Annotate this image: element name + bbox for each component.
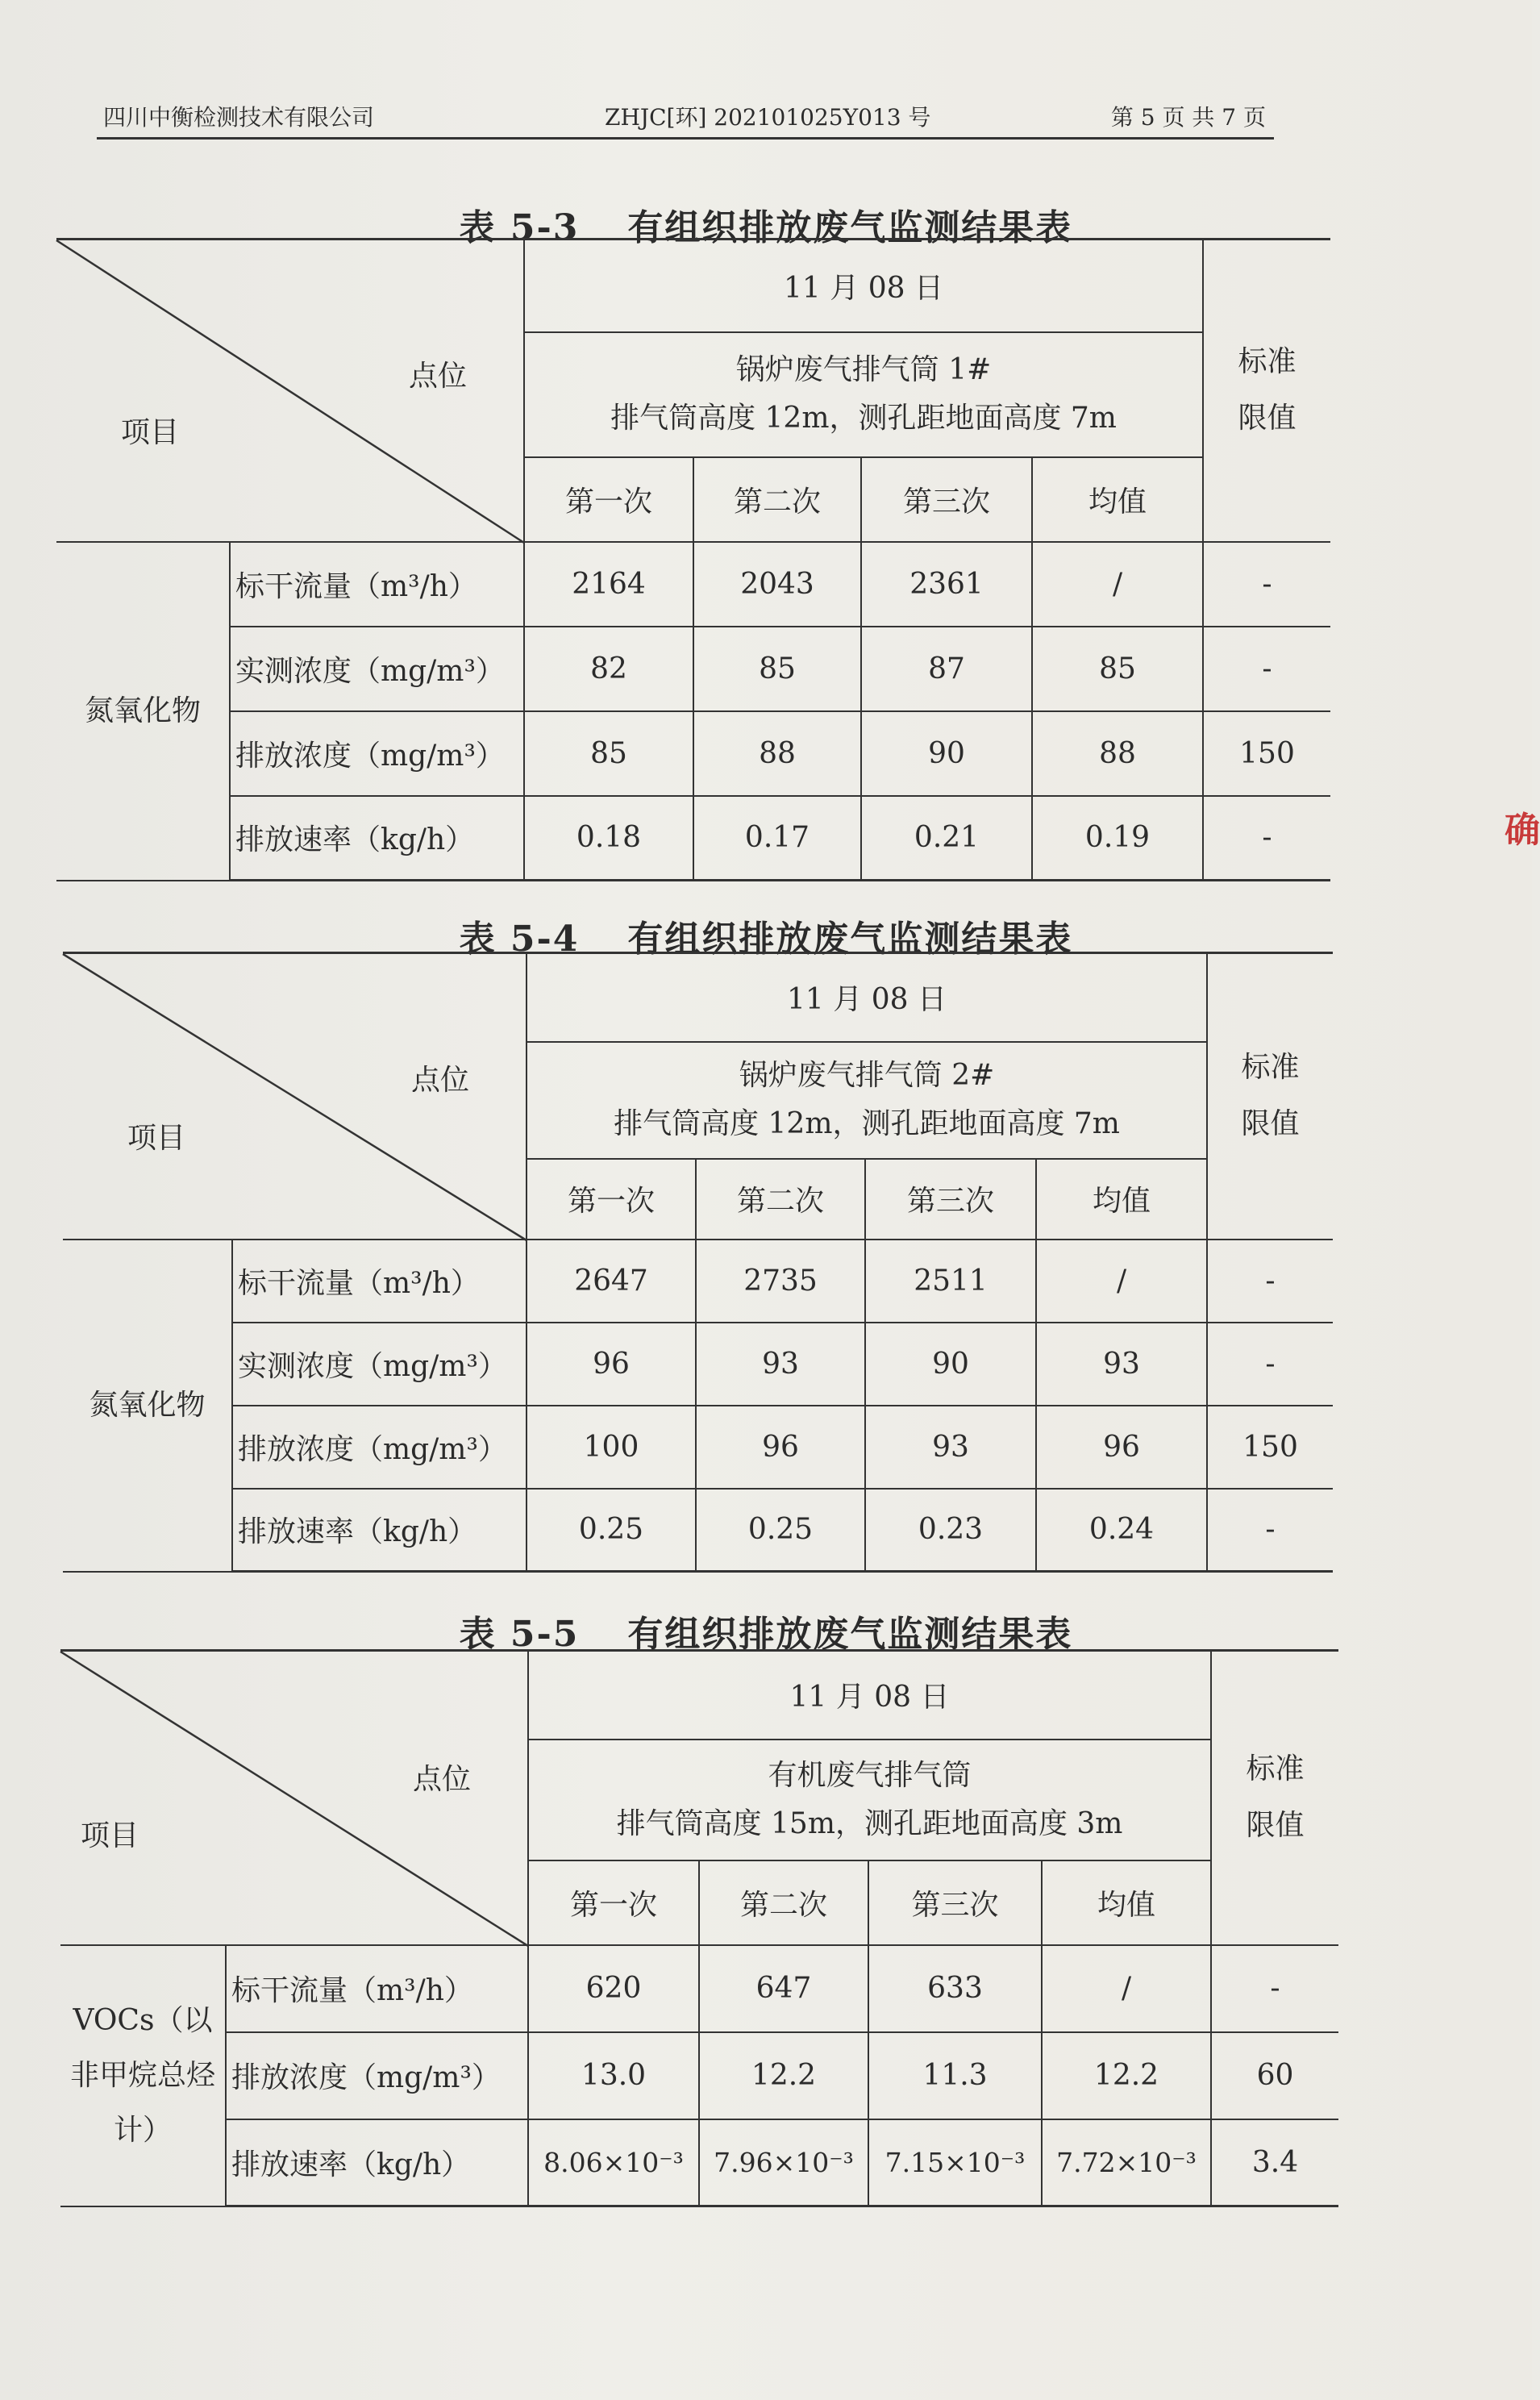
value-cell: 2511 <box>865 1240 1036 1323</box>
value-cell: 7.15×10⁻³ <box>868 2119 1042 2206</box>
metric-label: 排放浓度（mg/m³） <box>226 2032 528 2119</box>
run-3-header: 第三次 <box>865 1159 1036 1240</box>
pollutant-category: VOCs（以非甲烷总烃计） <box>60 1945 226 2206</box>
standard-limit-cell: - <box>1203 542 1330 627</box>
value-cell: 0.21 <box>861 796 1032 881</box>
value-cell: 93 <box>865 1406 1036 1489</box>
mean-cell: 85 <box>1032 627 1203 711</box>
location-cell <box>524 332 1203 457</box>
mean-cell: / <box>1032 542 1203 627</box>
value-cell: 0.17 <box>693 796 861 881</box>
standard-limit-cell: 3.4 <box>1211 2119 1338 2206</box>
standard-limit-header: 标准限值 <box>1211 1651 1338 1945</box>
standard-limit-cell: - <box>1207 1489 1333 1572</box>
metric-label: 实测浓度（mg/m³） <box>232 1323 527 1406</box>
location-name: 锅炉废气排气筒 2# <box>739 1059 995 1092</box>
metric-label: 实测浓度（mg/m³） <box>230 627 524 711</box>
run-1-header: 第一次 <box>528 1860 699 1945</box>
metric-label: 标干流量（m³/h） <box>232 1240 527 1323</box>
red-seal-fragment: 确 <box>1505 810 1540 851</box>
value-cell: 93 <box>696 1323 865 1406</box>
header-org: 四川中衡检测技术有限公司 <box>103 104 375 131</box>
value-cell: 2735 <box>696 1240 865 1323</box>
table-title: 表 5-4 有组织排放废气监测结果表 <box>459 919 1073 960</box>
location-cell <box>527 1042 1207 1159</box>
page-header <box>97 95 1274 140</box>
standard-limit-cell: - <box>1207 1323 1333 1406</box>
header-report-code: ZHJC[环] 202101025Y013 号 <box>605 104 931 131</box>
run-3-header: 第三次 <box>861 457 1032 542</box>
mean-header: 均值 <box>1032 457 1203 542</box>
results-table <box>60 1649 1338 2207</box>
results-table <box>56 238 1330 881</box>
value-cell: 87 <box>861 627 1032 711</box>
location-name: 有机废气排气筒 <box>768 1758 972 1792</box>
mean-header: 均值 <box>1042 1860 1211 1945</box>
item-label: 项目 <box>81 1819 139 1852</box>
run-2-header: 第二次 <box>696 1159 865 1240</box>
header-diagonal-cell <box>63 953 527 1240</box>
table-title: 表 5-5 有组织排放废气监测结果表 <box>459 1614 1073 1655</box>
location-name: 锅炉废气排气筒 1# <box>735 353 992 386</box>
value-cell: 96 <box>696 1406 865 1489</box>
value-cell: 0.23 <box>865 1489 1036 1572</box>
value-cell: 90 <box>865 1323 1036 1406</box>
point-label: 点位 <box>410 1064 469 1097</box>
metric-label: 标干流量（m³/h） <box>230 542 524 627</box>
header-diagonal-cell <box>56 240 524 542</box>
mean-cell: 88 <box>1032 711 1203 796</box>
header-page-number: 第 5 页 共 7 页 <box>1110 104 1266 131</box>
pollutant-category: 氮氧化物 <box>63 1240 232 1572</box>
value-cell: 0.25 <box>527 1489 696 1572</box>
standard-limit-cell: - <box>1203 627 1330 711</box>
metric-label: 排放速率（kg/h） <box>230 796 524 881</box>
mean-cell: 0.19 <box>1032 796 1203 881</box>
value-cell: 100 <box>527 1406 696 1489</box>
results-table <box>63 952 1333 1573</box>
value-cell: 85 <box>693 627 861 711</box>
standard-limit-cell: 150 <box>1207 1406 1333 1489</box>
value-cell: 7.96×10⁻³ <box>699 2119 868 2206</box>
diagonal-line <box>60 1652 528 1946</box>
value-cell: 2361 <box>861 542 1032 627</box>
value-cell: 82 <box>524 627 693 711</box>
standard-limit-cell: - <box>1203 796 1330 881</box>
mean-cell: 7.72×10⁻³ <box>1042 2119 1211 2206</box>
pollutant-category: 氮氧化物 <box>56 542 230 881</box>
metric-label: 排放速率（kg/h） <box>226 2119 528 2206</box>
run-2-header: 第二次 <box>699 1860 868 1945</box>
item-label: 项目 <box>127 1122 186 1155</box>
item-label: 项目 <box>121 416 180 449</box>
date-cell: 11 月 08 日 <box>528 1651 1211 1740</box>
standard-limit-cell: - <box>1211 1945 1338 2032</box>
stack-height-note: 排气筒高度 12m，测孔距地面高度 7m <box>610 402 1117 435</box>
run-1-header: 第一次 <box>527 1159 696 1240</box>
metric-label: 排放浓度（mg/m³） <box>232 1406 527 1489</box>
date-cell: 11 月 08 日 <box>527 953 1207 1042</box>
mean-header: 均值 <box>1036 1159 1207 1240</box>
standard-limit-header: 标准限值 <box>1207 953 1333 1240</box>
value-cell: 633 <box>868 1945 1042 2032</box>
date-cell: 11 月 08 日 <box>524 240 1203 332</box>
value-cell: 88 <box>693 711 861 796</box>
run-3-header: 第三次 <box>868 1860 1042 1945</box>
value-cell: 620 <box>528 1945 699 2032</box>
standard-limit-header: 标准限值 <box>1203 240 1330 542</box>
value-cell: 13.0 <box>528 2032 699 2119</box>
mean-cell: 0.24 <box>1036 1489 1207 1572</box>
metric-label: 标干流量（m³/h） <box>226 1945 528 2032</box>
mean-cell: 96 <box>1036 1406 1207 1489</box>
mean-cell: / <box>1036 1240 1207 1323</box>
run-2-header: 第二次 <box>693 457 861 542</box>
standard-limit-cell: 150 <box>1203 711 1330 796</box>
value-cell: 2647 <box>527 1240 696 1323</box>
value-cell: 90 <box>861 711 1032 796</box>
metric-label: 排放浓度（mg/m³） <box>230 711 524 796</box>
value-cell: 2164 <box>524 542 693 627</box>
value-cell: 85 <box>524 711 693 796</box>
value-cell: 8.06×10⁻³ <box>528 2119 699 2206</box>
point-label: 点位 <box>408 360 467 393</box>
mean-cell: 12.2 <box>1042 2032 1211 2119</box>
run-1-header: 第一次 <box>524 457 693 542</box>
stack-height-note: 排气筒高度 15m，测孔距地面高度 3m <box>616 1806 1123 1840</box>
metric-label: 排放速率（kg/h） <box>232 1489 527 1572</box>
value-cell: 647 <box>699 1945 868 2032</box>
value-cell: 11.3 <box>868 2032 1042 2119</box>
standard-limit-cell: - <box>1207 1240 1333 1323</box>
location-cell <box>528 1740 1211 1860</box>
value-cell: 96 <box>527 1323 696 1406</box>
standard-limit-cell: 60 <box>1211 2032 1338 2119</box>
stack-height-note: 排气筒高度 12m，测孔距地面高度 7m <box>614 1107 1120 1140</box>
value-cell: 0.25 <box>696 1489 865 1572</box>
point-label: 点位 <box>412 1763 471 1796</box>
value-cell: 2043 <box>693 542 861 627</box>
value-cell: 12.2 <box>699 2032 868 2119</box>
value-cell: 0.18 <box>524 796 693 881</box>
table-title: 表 5-3 有组织排放废气监测结果表 <box>459 207 1073 248</box>
header-diagonal-cell <box>60 1651 528 1945</box>
mean-cell: / <box>1042 1945 1211 2032</box>
mean-cell: 93 <box>1036 1323 1207 1406</box>
